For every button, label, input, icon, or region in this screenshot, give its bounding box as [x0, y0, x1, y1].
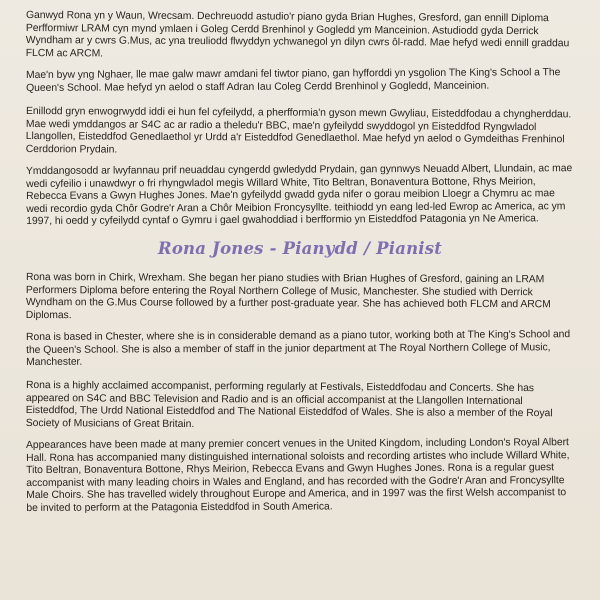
- welsh-paragraph-2: Mae'n byw yng Nghaer, lle mae galw mawr amdani fel tiwtor piano, gan hyfforddi yn ysgolion The King's School a The Queen's School. Mae hefyd yn aelod o staff Adran Iau Coleg Cerdd Brenhinol y Gogledd, Manceinion.: [26, 67, 561, 94]
- section-heading: Rona Jones - Pianydd / Pianist: [157, 238, 443, 258]
- welsh-paragraph-1: Ganwyd Rona yn y Waun, Wrecsam. Dechreuodd astudio'r piano gyda Brian Hughes, Gresford, gan ennill Diploma Perfformiwr LRAM cyn mynd ymlaen i Goleg Cerdd Brenhinol y Gogledd ym Manceinion. Astudiodd gyda Derrick Wyndham ar y cwrs G.Mus, ac yna treuliodd flwyddyn ychwanegol yn dilyn cwrs ôl-radd. Mae hefyd wedi ennill graddau FLCM ac ARCM.: [25, 10, 570, 60]
- english-paragraph-3: Rona is a highly acclaimed accompanist, performing regularly at Festivals, Eisteddfodau and Concerts. She has appeared on S4C and BBC Television and Radio and is an official accompanist at the Llangollen International Eisteddfod, The Urdd National Eisteddfod and The National Eisteddfod of Wales. She is also a member of the Royal Society of Musicians of Great Britain.: [25, 380, 553, 430]
- welsh-paragraph-3: Enillodd gryn enwogrwydd iddi ei hun fel cyfeilydd, a pherfformia'n gyson mewn Gwyliau, Eisteddfodau a chyngherddau. Mae wedi ymddangos ar S4C ac ar radio a theledu'r BBC, mae'n gyfeilydd swyddogol yn Eisteddfod Ryngwladol Llangollen, Eisteddfod Genedlaethol yr Urdd a'r Eisteddfod Genedlaethol. Mae hefyd yn aelod o Gymdeithas Frenhinol Cerddorion Prydain.: [25, 105, 572, 155]
- english-paragraph-4: Appearances have been made at many premier concert venues in the United Kingdom, including London's Royal Albert Hall. Rona has accompanied many distinguished international soloists and recording artistes who include Willard White, Tito Beltran, Bonaventura Bottone, Rhys Meirion, Rebecca Evans and Gwyn Hughes Jones. Rona is a regular guest accompanist with many leading choirs in Wales and England, and has recorded with the Godre'r Aran and Froncysyllte Male Choirs. She has travelled widely throughout Europe and America, and in 1997 was the first Welsh accompanist to be invited to perform at the Patagonia Eisteddfod in South America.: [26, 437, 570, 515]
- welsh-paragraph-4: Ymddangosodd ar lwyfannau prif neuaddau cyngerdd gwledydd Prydain, gan gynnwys Neuadd Albert, Llundain, ac mae wedi cyfeilio i unawdwyr o fri rhyngwladol megis Willard White, Tito Beltran, Bonaventura Bottone, Rhys Meirion, Rebecca Evans a Gwyn Hughes Jones. Mae'n gyfeilydd gwadd gyda nifer o gorau meibion Lloegr a Chymru ac mae wedi recordio gyda Chôr Godre'r Aran a Chôr Meibion Froncysyllte. teithiodd yn eang led-led Ewrop ac America, ac ym 1997, hi oedd y cyfeilydd cyntaf o Gymru i gael gwahoddiad i berfformio yn Eisteddfod Patagonia yn Ne America.: [26, 163, 573, 228]
- english-paragraph-2: Rona is based in Chester, where she is in considerable demand as a piano tutor, working both at The King's School and the Queen's School. She is also a member of staff in the junior department at The Royal Northern College of Music, Manchester.: [26, 329, 571, 369]
- english-paragraph-1: Rona was born in Chirk, Wrexham. She began her piano studies with Brian Hughes of Gresford, gaining an LRAM Performers Diploma before entering the Royal Northern College of Music, Manchester. She studied with Derrick Wyndham on the G.Mus Course followed by a further post-graduate year. She has achieved both FLCM and ARCM Diplomas.: [25, 271, 551, 321]
